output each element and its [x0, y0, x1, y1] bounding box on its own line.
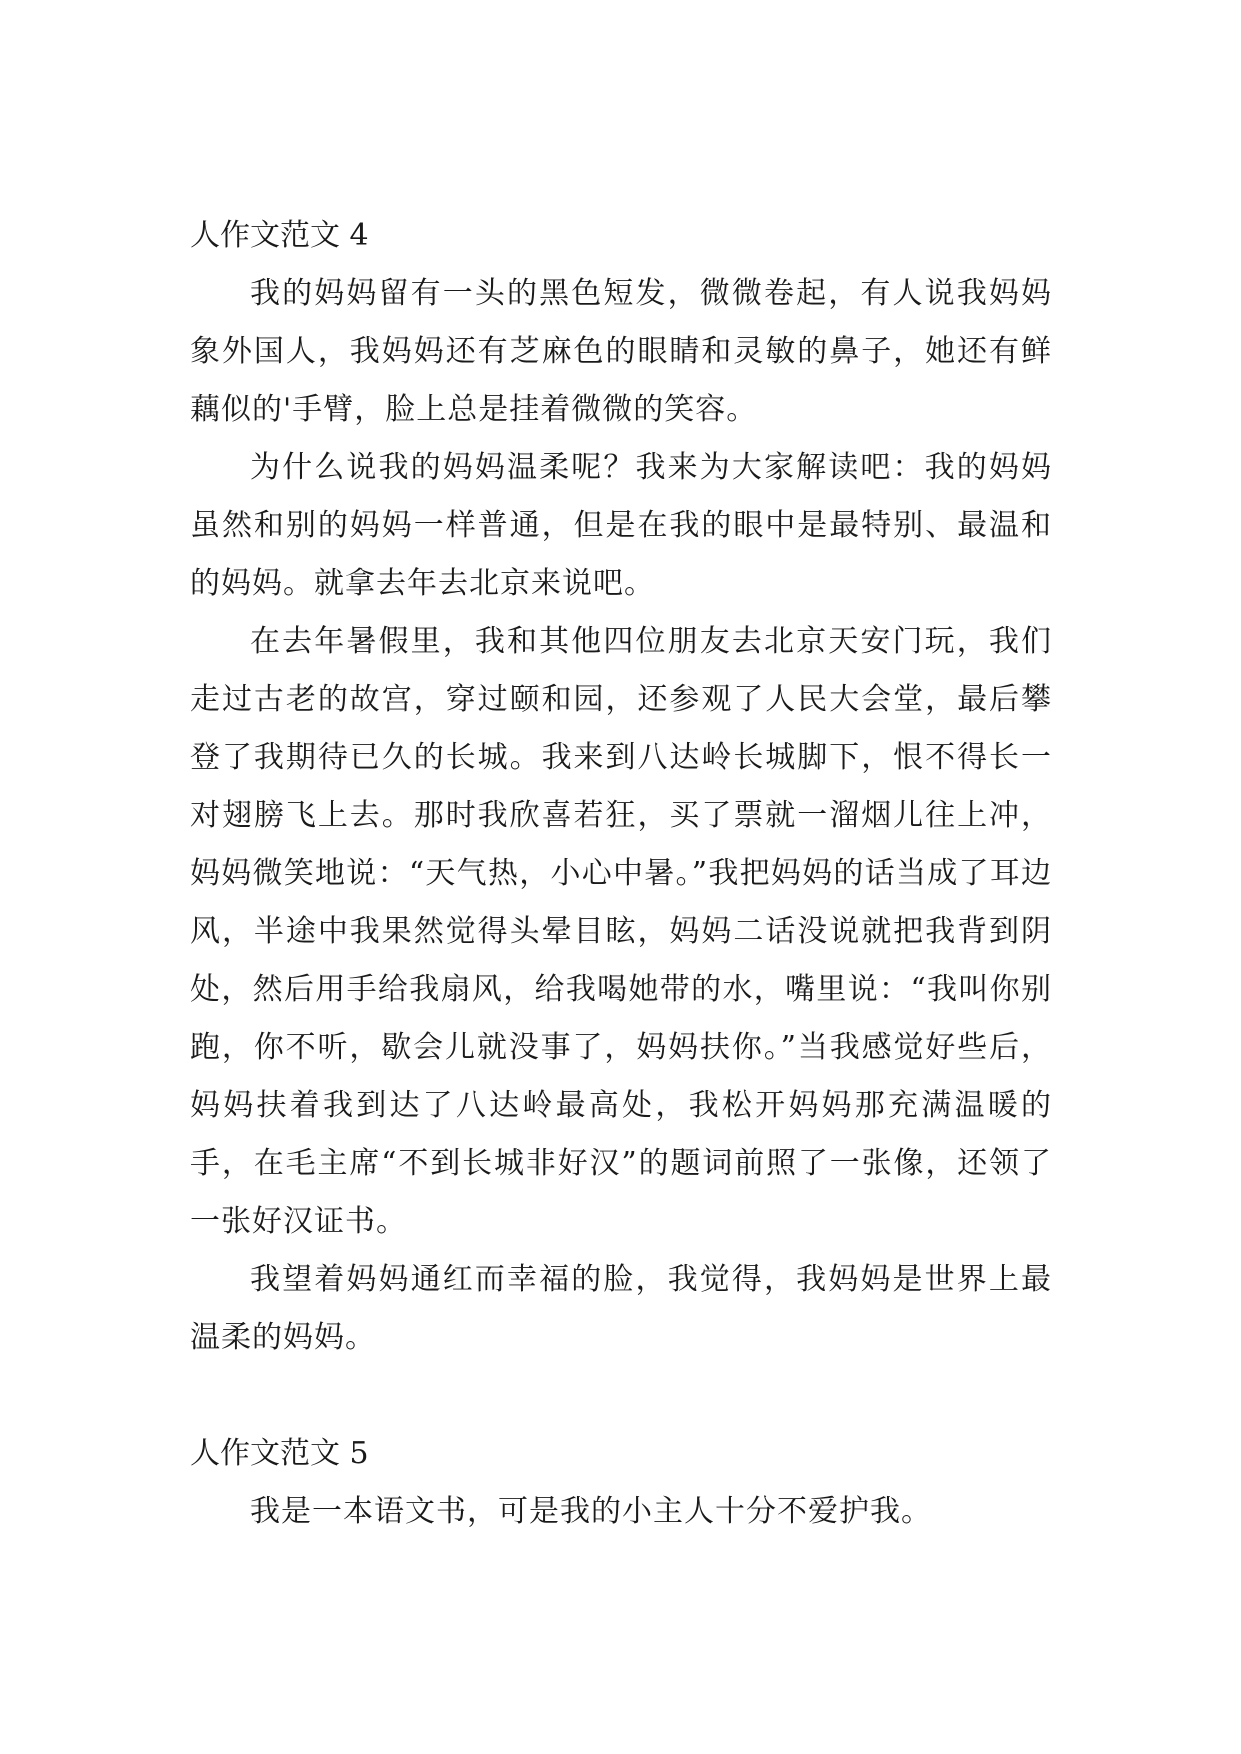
paragraph: 我的妈妈留有一头的黑色短发，微微卷起，有人说我妈妈象外国人，我妈妈还有芝麻色的眼睛和灵敏的鼻子，她还有鲜藕似的'手臂，脸上总是挂着微微的笑容。 — [190, 276, 1052, 427]
paragraph: 我是一本语文书，可是我的小主人十分不爱护我。 — [250, 1494, 932, 1529]
section-heading: 人作文范文 5 — [190, 1436, 369, 1471]
paragraph: 我望着妈妈通红而幸福的脸，我觉得，我妈妈是世界上最温柔的妈妈。 — [190, 1262, 1052, 1355]
section-heading: 人作文范文 4 — [190, 218, 369, 253]
paragraph: 在去年暑假里，我和其他四位朋友去北京天安门玩，我们走过古老的故宫，穿过颐和园，还参观了人民大会堂，最后攀登了我期待已久的长城。我来到八达岭长城脚下，恨不得长一对翅膀飞上去。那时我欣喜若狂，买了票就一溜烟儿往上冲，妈妈微笑地说：“天气热，小心中暑。”我把妈妈的话当成了耳边风，半途中我果然觉得头晕目眩，妈妈二话没说就把我背到阴处，然后用手给我扇风，给我喝她带的水，嘴里说：“我叫你别跑，你不听，歇会儿就没事了，妈妈扶你。”当我感觉好些后，妈妈扶着我到达了八达岭最高处，我松开妈妈那充满温暖的手，在毛主席“不到长城非好汉”的题词前照了一张像，还领了一张好汉证书。 — [190, 624, 1052, 1239]
section-spacer — [190, 1367, 1052, 1425]
document-body — [190, 207, 1052, 1541]
paragraph: 为什么说我的妈妈温柔呢？我来为大家解读吧：我的妈妈虽然和别的妈妈一样普通，但是在我的眼中是最特别、最温和的妈妈。就拿去年去北京来说吧。 — [190, 450, 1052, 601]
